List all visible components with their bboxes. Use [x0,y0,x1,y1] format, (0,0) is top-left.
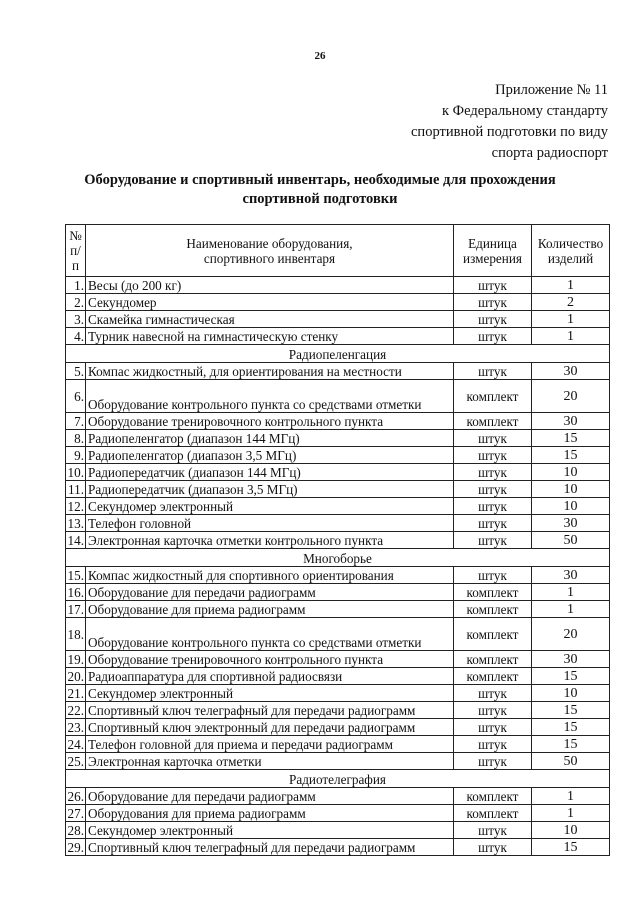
section-title: Радиопеленгация [66,345,610,363]
item-quantity: 1 [532,328,610,345]
header-text: измерения [463,250,522,266]
item-name: Телефон головной [86,515,454,532]
unit-of-measure: штук [454,277,532,294]
row-number: 8. [66,430,86,447]
item-quantity: 15 [532,839,610,856]
item-quantity: 15 [532,447,610,464]
header-text: Количество [537,235,604,251]
item-quantity: 10 [532,464,610,481]
item-quantity: 15 [532,430,610,447]
item-quantity: 15 [532,668,610,685]
table-row [66,294,610,311]
table-row [66,515,610,532]
table-row [66,584,610,601]
table-row [66,363,610,380]
item-name: Радиопередатчик (диапазон 144 МГц) [86,464,454,481]
row-number: 17. [66,601,86,618]
row-number: 27. [66,805,86,822]
table-row [66,311,610,328]
item-name: Радиопередатчик (диапазон 3,5 МГц) [86,481,454,498]
annex-line: спортивной подготовки по виду [411,124,608,140]
row-number: 28. [66,822,86,839]
row-number: 5. [66,363,86,380]
item-quantity: 1 [532,601,610,618]
row-number: 26. [66,788,86,805]
unit-of-measure: штук [454,498,532,515]
item-quantity: 1 [532,311,610,328]
unit-of-measure: комплект [454,805,532,822]
item-name: Оборудование для передачи радиограмм [86,584,454,601]
item-quantity: 20 [532,380,610,413]
item-name: Оборудования для приема радиограмм [86,805,454,822]
unit-of-measure: штук [454,294,532,311]
table-row [66,805,610,822]
item-quantity: 10 [532,685,610,702]
table-row [66,328,610,345]
annex-line: спорта радиоспорт [491,145,608,161]
item-name: Телефон головной для приема и передачи радиограмм [86,736,454,753]
item-quantity: 30 [532,363,610,380]
unit-of-measure: штук [454,532,532,549]
unit-of-measure: комплект [454,668,532,685]
unit-of-measure: комплект [454,584,532,601]
unit-of-measure: штук [454,311,532,328]
table-row [66,380,610,413]
unit-of-measure: штук [454,685,532,702]
section-row [66,549,610,567]
item-quantity: 30 [532,515,610,532]
unit-of-measure: комплект [454,788,532,805]
item-name: Оборудование тренировочного контрольного пункта [86,651,454,668]
item-name: Оборудование контрольного пункта со средствами отметки [86,618,454,651]
row-number: 19. [66,651,86,668]
header-text: п/п [70,243,81,273]
table-row [66,719,610,736]
title-line: спортивной подготовки [242,191,398,207]
row-number: 24. [66,736,86,753]
unit-of-measure: штук [454,328,532,345]
row-number: 3. [66,311,86,328]
item-name: Оборудование для передачи радиограмм [86,788,454,805]
item-quantity: 15 [532,702,610,719]
header-number [66,225,86,277]
row-number: 18. [66,618,86,651]
header-text: изделий [547,250,594,266]
row-number: 23. [66,719,86,736]
item-name: Скамейка гимнастическая [86,311,454,328]
unit-of-measure: штук [454,567,532,584]
table-row [66,567,610,584]
table-row [66,430,610,447]
section-row [66,345,610,363]
row-number: 2. [66,294,86,311]
table-row [66,277,610,294]
unit-of-measure: штук [454,736,532,753]
item-name: Радиопеленгатор (диапазон 3,5 МГц) [86,447,454,464]
table-row [66,702,610,719]
row-number: 11. [66,481,86,498]
annex-line: Приложение № 11 [495,82,608,98]
item-name: Радиопеленгатор (диапазон 144 МГц) [86,430,454,447]
table-row [66,498,610,515]
unit-of-measure: комплект [454,618,532,651]
section-title: Многоборье [66,549,610,567]
item-quantity: 30 [532,413,610,430]
header-text: Наименование оборудования, [186,235,353,251]
table-row [66,532,610,549]
table-row [66,788,610,805]
table-row [66,413,610,430]
document-title [40,171,600,209]
row-number: 9. [66,447,86,464]
row-number: 10. [66,464,86,481]
unit-of-measure: комплект [454,380,532,413]
item-quantity: 50 [532,753,610,770]
annex-line: к Федеральному стандарту [441,103,608,119]
item-name: Секундомер электронный [86,822,454,839]
table-row [66,601,610,618]
row-number: 29. [66,839,86,856]
table-row [66,839,610,856]
table-row [66,618,610,651]
item-name: Весы (до 200 кг) [86,277,454,294]
row-number: 6. [66,380,86,413]
item-quantity: 1 [532,277,610,294]
equipment-table [65,224,610,856]
row-number: 21. [66,685,86,702]
item-quantity: 10 [532,822,610,839]
page-number: 26 [314,50,326,62]
item-quantity: 1 [532,584,610,601]
row-number: 1. [66,277,86,294]
item-name: Компас жидкостный для спортивного ориентирования [86,567,454,584]
row-number: 12. [66,498,86,515]
item-name: Оборудование тренировочного контрольного пункта [86,413,454,430]
row-number: 4. [66,328,86,345]
item-name: Турник навесной на гимнастическую стенку [86,328,454,345]
table-header-row [66,225,610,277]
table-row [66,736,610,753]
item-name: Секундомер [86,294,454,311]
item-name: Секундомер электронный [86,498,454,515]
header-text: № [69,228,82,243]
item-quantity: 30 [532,567,610,584]
item-name: Электронная карточка отметки контрольного пункта [86,532,454,549]
item-quantity: 1 [532,805,610,822]
unit-of-measure: штук [454,719,532,736]
unit-of-measure: штук [454,822,532,839]
annex-header [411,80,608,164]
item-name: Электронная карточка отметки [86,753,454,770]
section-row [66,770,610,788]
table-body [66,277,610,856]
unit-of-measure: комплект [454,651,532,668]
header-unit [454,225,532,277]
table-row [66,447,610,464]
row-number: 16. [66,584,86,601]
item-name: Спортивный ключ телеграфный для передачи радиограмм [86,839,454,856]
table-row [66,464,610,481]
unit-of-measure: штук [454,515,532,532]
row-number: 15. [66,567,86,584]
header-name [86,225,454,277]
item-name: Секундомер электронный [86,685,454,702]
item-name: Компас жидкостный, для ориентирования на местности [86,363,454,380]
header-text: Единица [468,235,517,251]
table-row [66,651,610,668]
unit-of-measure: штук [454,702,532,719]
item-quantity: 20 [532,618,610,651]
item-name: Спортивный ключ телеграфный для передачи радиограмм [86,702,454,719]
item-quantity: 10 [532,481,610,498]
row-number: 13. [66,515,86,532]
unit-of-measure: штук [454,464,532,481]
section-title: Радиотелеграфия [66,770,610,788]
item-quantity: 15 [532,719,610,736]
unit-of-measure: штук [454,481,532,498]
item-name: Оборудование контрольного пункта со средствами отметки [86,380,454,413]
item-quantity: 50 [532,532,610,549]
unit-of-measure: комплект [454,601,532,618]
unit-of-measure: штук [454,430,532,447]
item-name: Спортивный ключ электронный для передачи радиограмм [86,719,454,736]
table-row [66,822,610,839]
table-row [66,668,610,685]
row-number: 25. [66,753,86,770]
item-quantity: 1 [532,788,610,805]
header-text: спортивного инвентаря [203,250,336,266]
item-quantity: 15 [532,736,610,753]
item-quantity: 2 [532,294,610,311]
row-number: 20. [66,668,86,685]
row-number: 22. [66,702,86,719]
unit-of-measure: штук [454,363,532,380]
unit-of-measure: штук [454,839,532,856]
item-quantity: 30 [532,651,610,668]
item-quantity: 10 [532,498,610,515]
item-name: Радиоаппаратура для спортивной радиосвязи [86,668,454,685]
title-line: Оборудование и спортивный инвентарь, необходимые для прохождения [84,172,556,188]
unit-of-measure: штук [454,447,532,464]
item-name: Оборудование для приема радиограмм [86,601,454,618]
row-number: 14. [66,532,86,549]
unit-of-measure: комплект [454,413,532,430]
table-row [66,685,610,702]
unit-of-measure: штук [454,753,532,770]
row-number: 7. [66,413,86,430]
header-quantity [532,225,610,277]
table-row [66,481,610,498]
table-row [66,753,610,770]
